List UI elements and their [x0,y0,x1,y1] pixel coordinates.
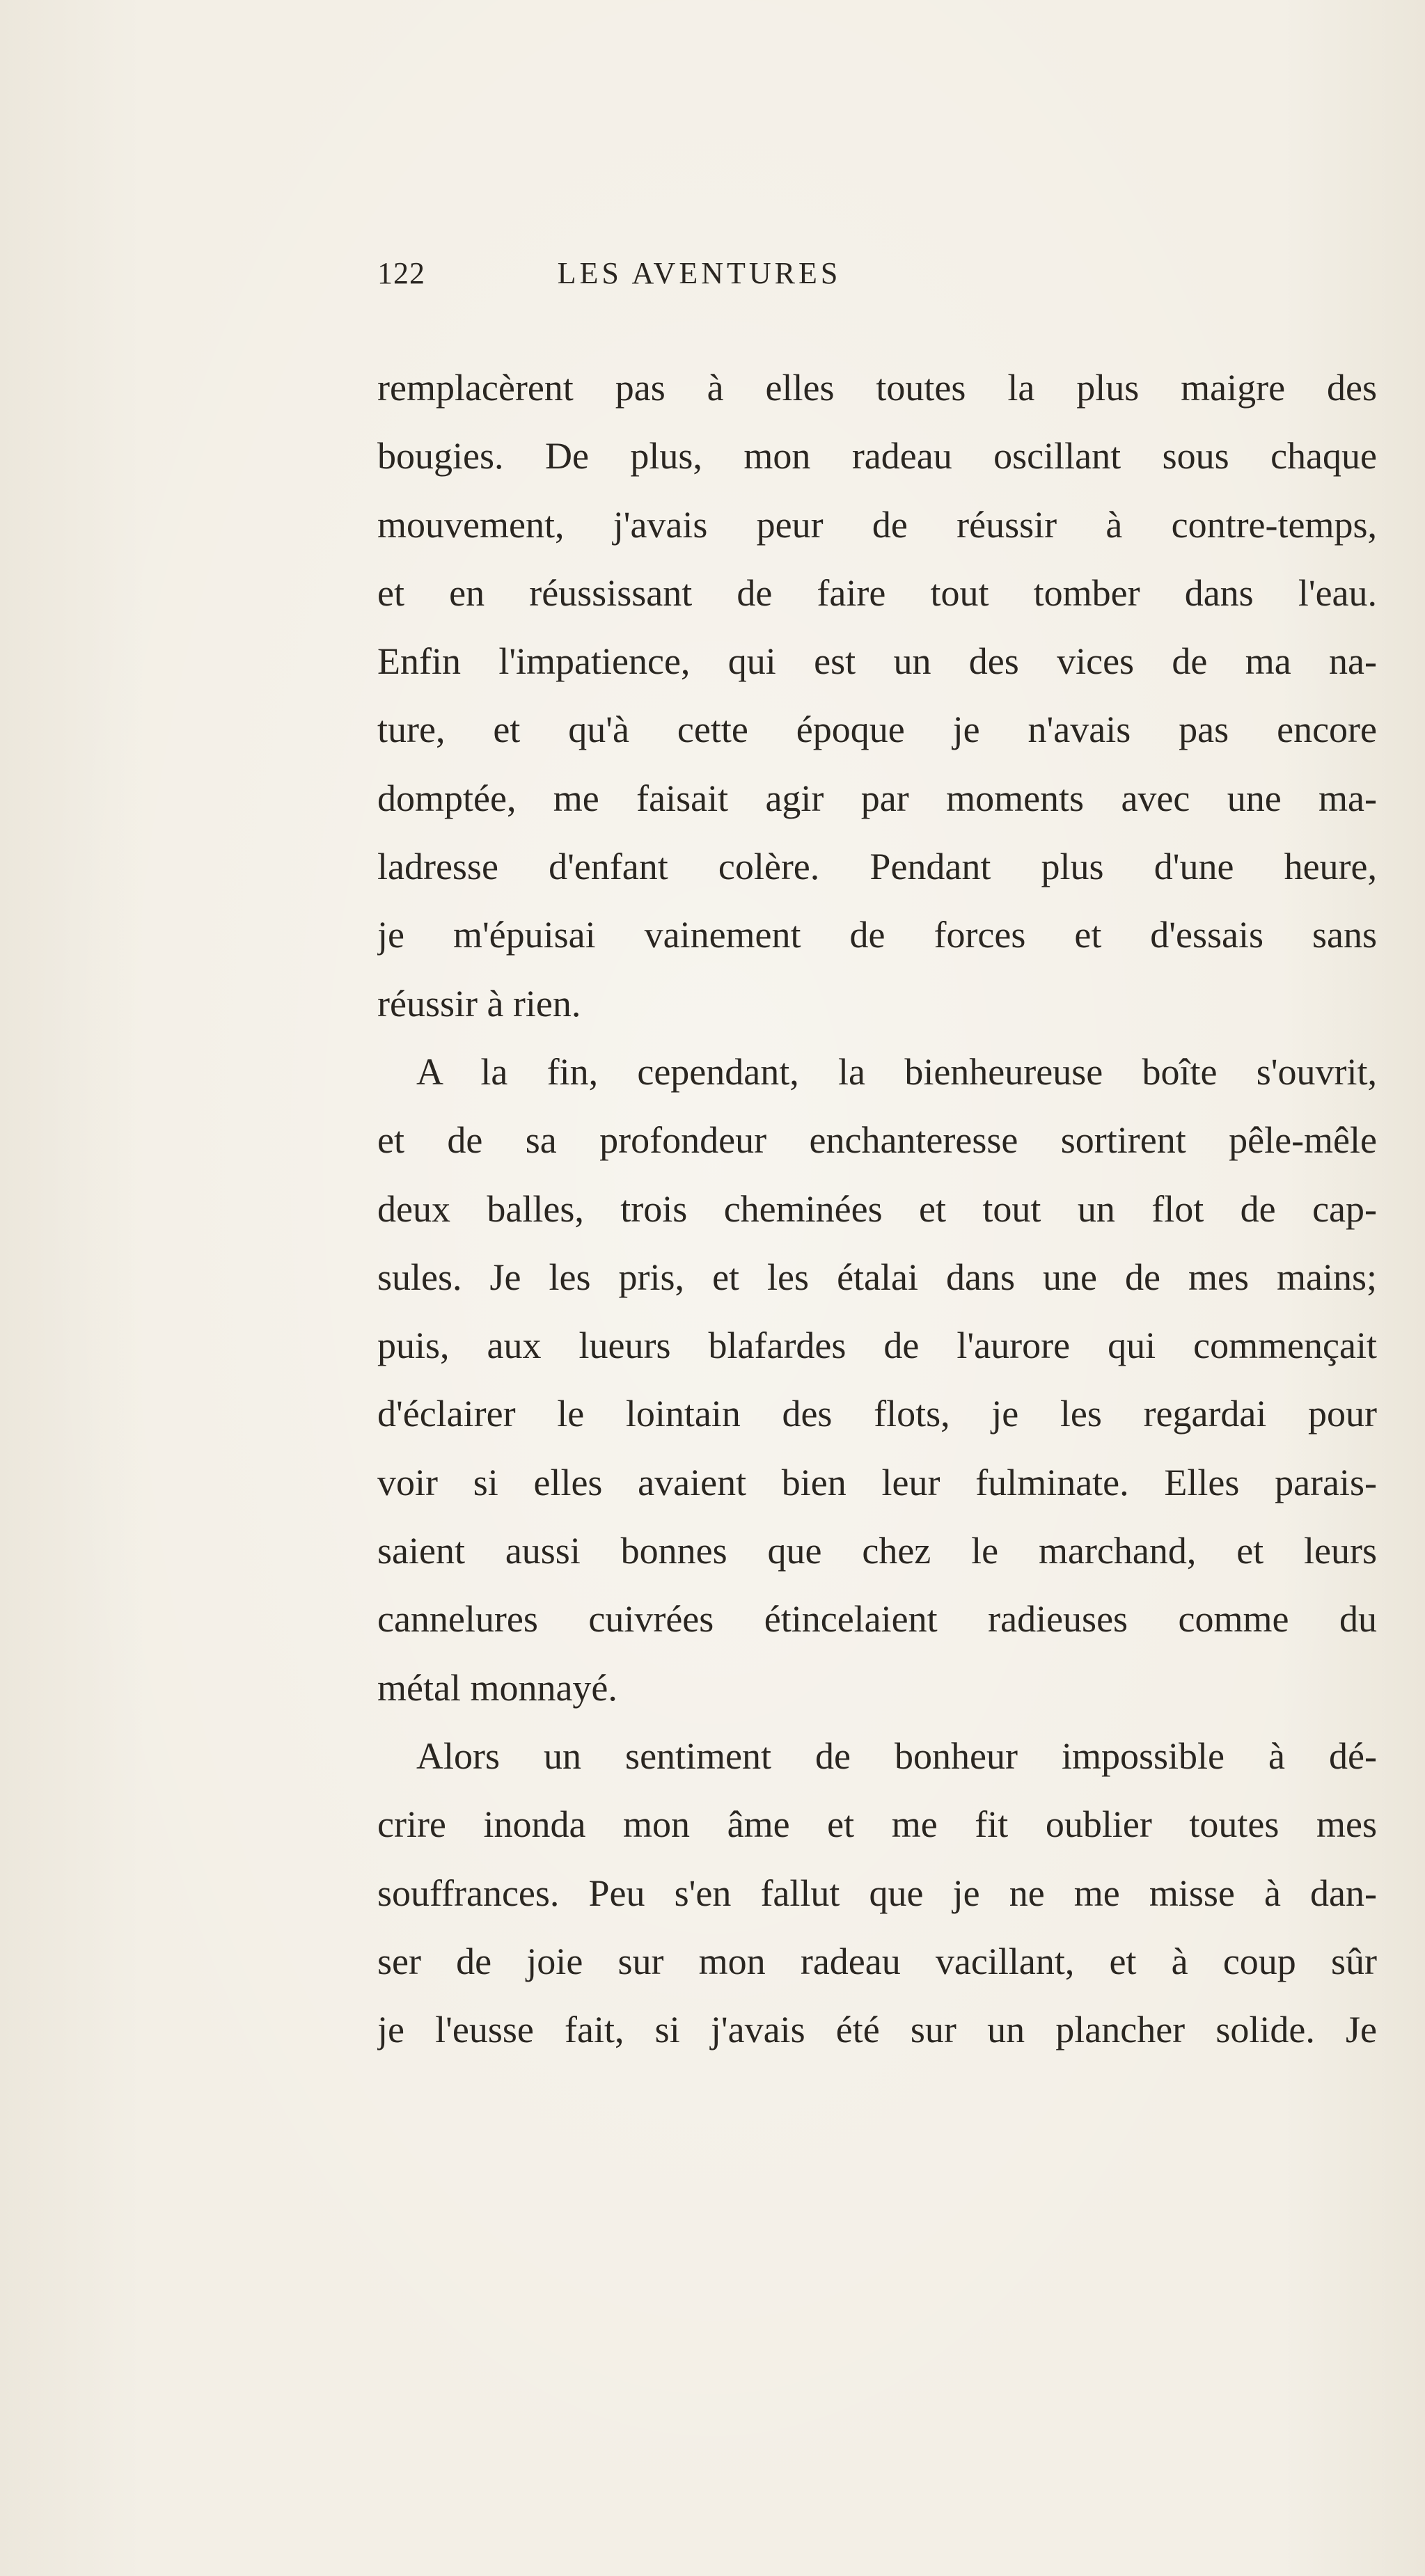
text-line: voir si elles avaient bien leur fulminate. Elles parais- [377,1461,1377,1503]
page-number: 122 [377,256,425,290]
text-line: bougies. De plus, mon radeau oscillant sous chaque [377,435,1377,477]
text-line: ser de joie sur mon radeau vacillant, et à coup sûr [377,1940,1377,1982]
paragraph-start-line: A la fin, cependant, la bienheureuse boîte s'ouvrit, [416,1050,1377,1093]
text-line: Enfin l'impatience, qui est un des vices de ma na- [377,640,1377,683]
text-line: ture, et qu'à cette époque je n'avais pas encore [377,709,1377,751]
text-line: sules. Je les pris, et les étalai dans une de mes mains; [377,1256,1377,1298]
page-header [377,249,1021,298]
paragraph-start-line: Alors un sentiment de bonheur impossible à dé- [416,1735,1377,1777]
text-line: d'éclairer le lointain des flots, je les regardai pour [377,1393,1377,1435]
running-head: LES AVENTURES [557,256,842,290]
text-line: et en réussissant de faire tout tomber dans l'eau. [377,571,1377,614]
text-line: métal monnayé. [377,1666,617,1709]
text-line: et de sa profondeur enchanteresse sortirent pêle-mêle [377,1119,1377,1162]
text-line: cannelures cuivrées étincelaient radieuses comme du [377,1598,1377,1641]
text-line: domptée, me faisait agir par moments avec une ma- [377,777,1377,819]
text-line: crire inonda mon âme et me fit oublier toutes mes [377,1803,1377,1846]
text-line: je m'épuisai vainement de forces et d'essais sans [377,914,1377,956]
text-line: remplacèrent pas à elles toutes la plus maigre des [377,367,1377,409]
text-line: mouvement, j'avais peur de réussir à contre-temps, [377,503,1377,546]
text-line: ladresse d'enfant colère. Pendant plus d'une heure, [377,846,1377,888]
text-line: deux balles, trois cheminées et tout un flot de cap- [377,1187,1377,1230]
text-line: puis, aux lueurs blafardes de l'aurore qui commençait [377,1325,1377,1367]
text-line: je l'eusse fait, si j'avais été sur un plancher solide. Je [377,2009,1377,2051]
text-line: réussir à rien. [377,982,581,1025]
text-line: saient aussi bonnes que chez le marchand, et leurs [377,1530,1377,1572]
body-text [377,354,1377,2064]
text-line: souffrances. Peu s'en fallut que je ne me misse à dan- [377,1872,1377,1914]
